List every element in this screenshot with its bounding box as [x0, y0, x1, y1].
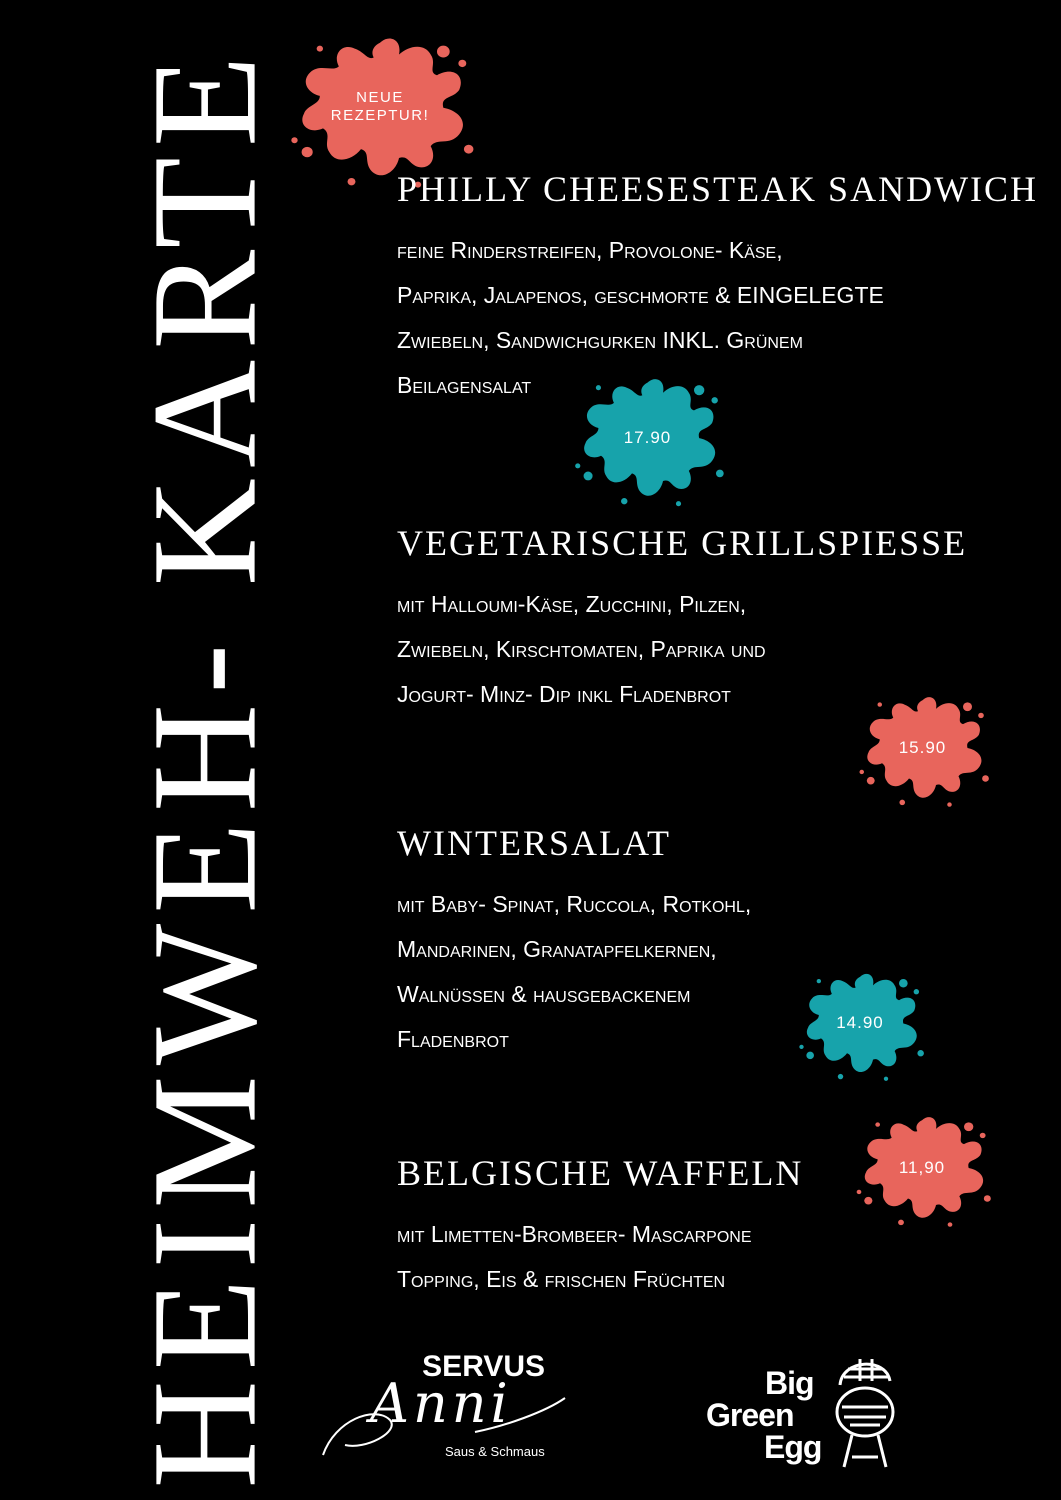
logo-subtitle: Saus & Schmaus	[445, 1444, 545, 1459]
kamado-grill-icon	[830, 1347, 900, 1472]
price-splat-wintersalat	[795, 962, 925, 1084]
logo-egg: Egg	[764, 1429, 822, 1465]
item-price: 14.90	[836, 1013, 884, 1032]
price-splat-waffeln	[852, 1105, 992, 1230]
item-description: mit Limetten-Brombeer- Mascarpone Topping, Eis & frischen Früchten	[397, 1221, 752, 1292]
price-splat-grillspiesse	[855, 685, 990, 810]
item-price: 11,90	[898, 1157, 946, 1177]
menu-title-text: HEIMWEH- KARTE	[122, 45, 289, 1489]
item-price: 17.90	[623, 427, 672, 447]
big-green-egg-logo	[680, 1345, 905, 1475]
logo-green: Green	[706, 1397, 794, 1433]
price-splat-philly	[570, 365, 725, 510]
menu-title	[122, 45, 289, 1489]
new-recipe-badge	[285, 22, 475, 192]
item-name: PHILLY CHEESESTEAK SANDWICH	[397, 169, 1039, 209]
servus-anni-logo	[315, 1350, 575, 1475]
item-name: BELGISCHE WAFFELN	[397, 1153, 804, 1193]
item-price: 15.90	[898, 737, 947, 757]
item-description: mit Baby- Spinat, Ruccola, Rotkohl, Mandarinen, Granatapfelkernen, Walnüssen & hausgebackenem Fladenbrot	[397, 891, 752, 1052]
item-name: VEGETARISCHE GRILLSPIESSE	[397, 523, 968, 563]
badge-line1: NEUE	[356, 89, 404, 106]
badge-line2: REZEPTUR!	[330, 107, 430, 124]
item-description: mit Halloumi-Käse, Zucchini, Pilzen, Zwiebeln, Kirschtomaten, Paprika und Jogurt- Minz- Dip inkl Fladenbrot	[397, 591, 766, 707]
item-name: WINTERSALAT	[397, 823, 671, 863]
item-description: feine Rinderstreifen, Provolone- Käse, Paprika, Jalapenos, geschmorte & EINGELEGTE Zwiebeln, Sandwichgurken INKL. Grünem Beilagensalat	[397, 237, 884, 398]
logo-anni-script: Anni	[370, 1372, 512, 1435]
logo-servus-text: SERVUS	[422, 1350, 545, 1383]
logo-big: Big	[765, 1365, 814, 1401]
